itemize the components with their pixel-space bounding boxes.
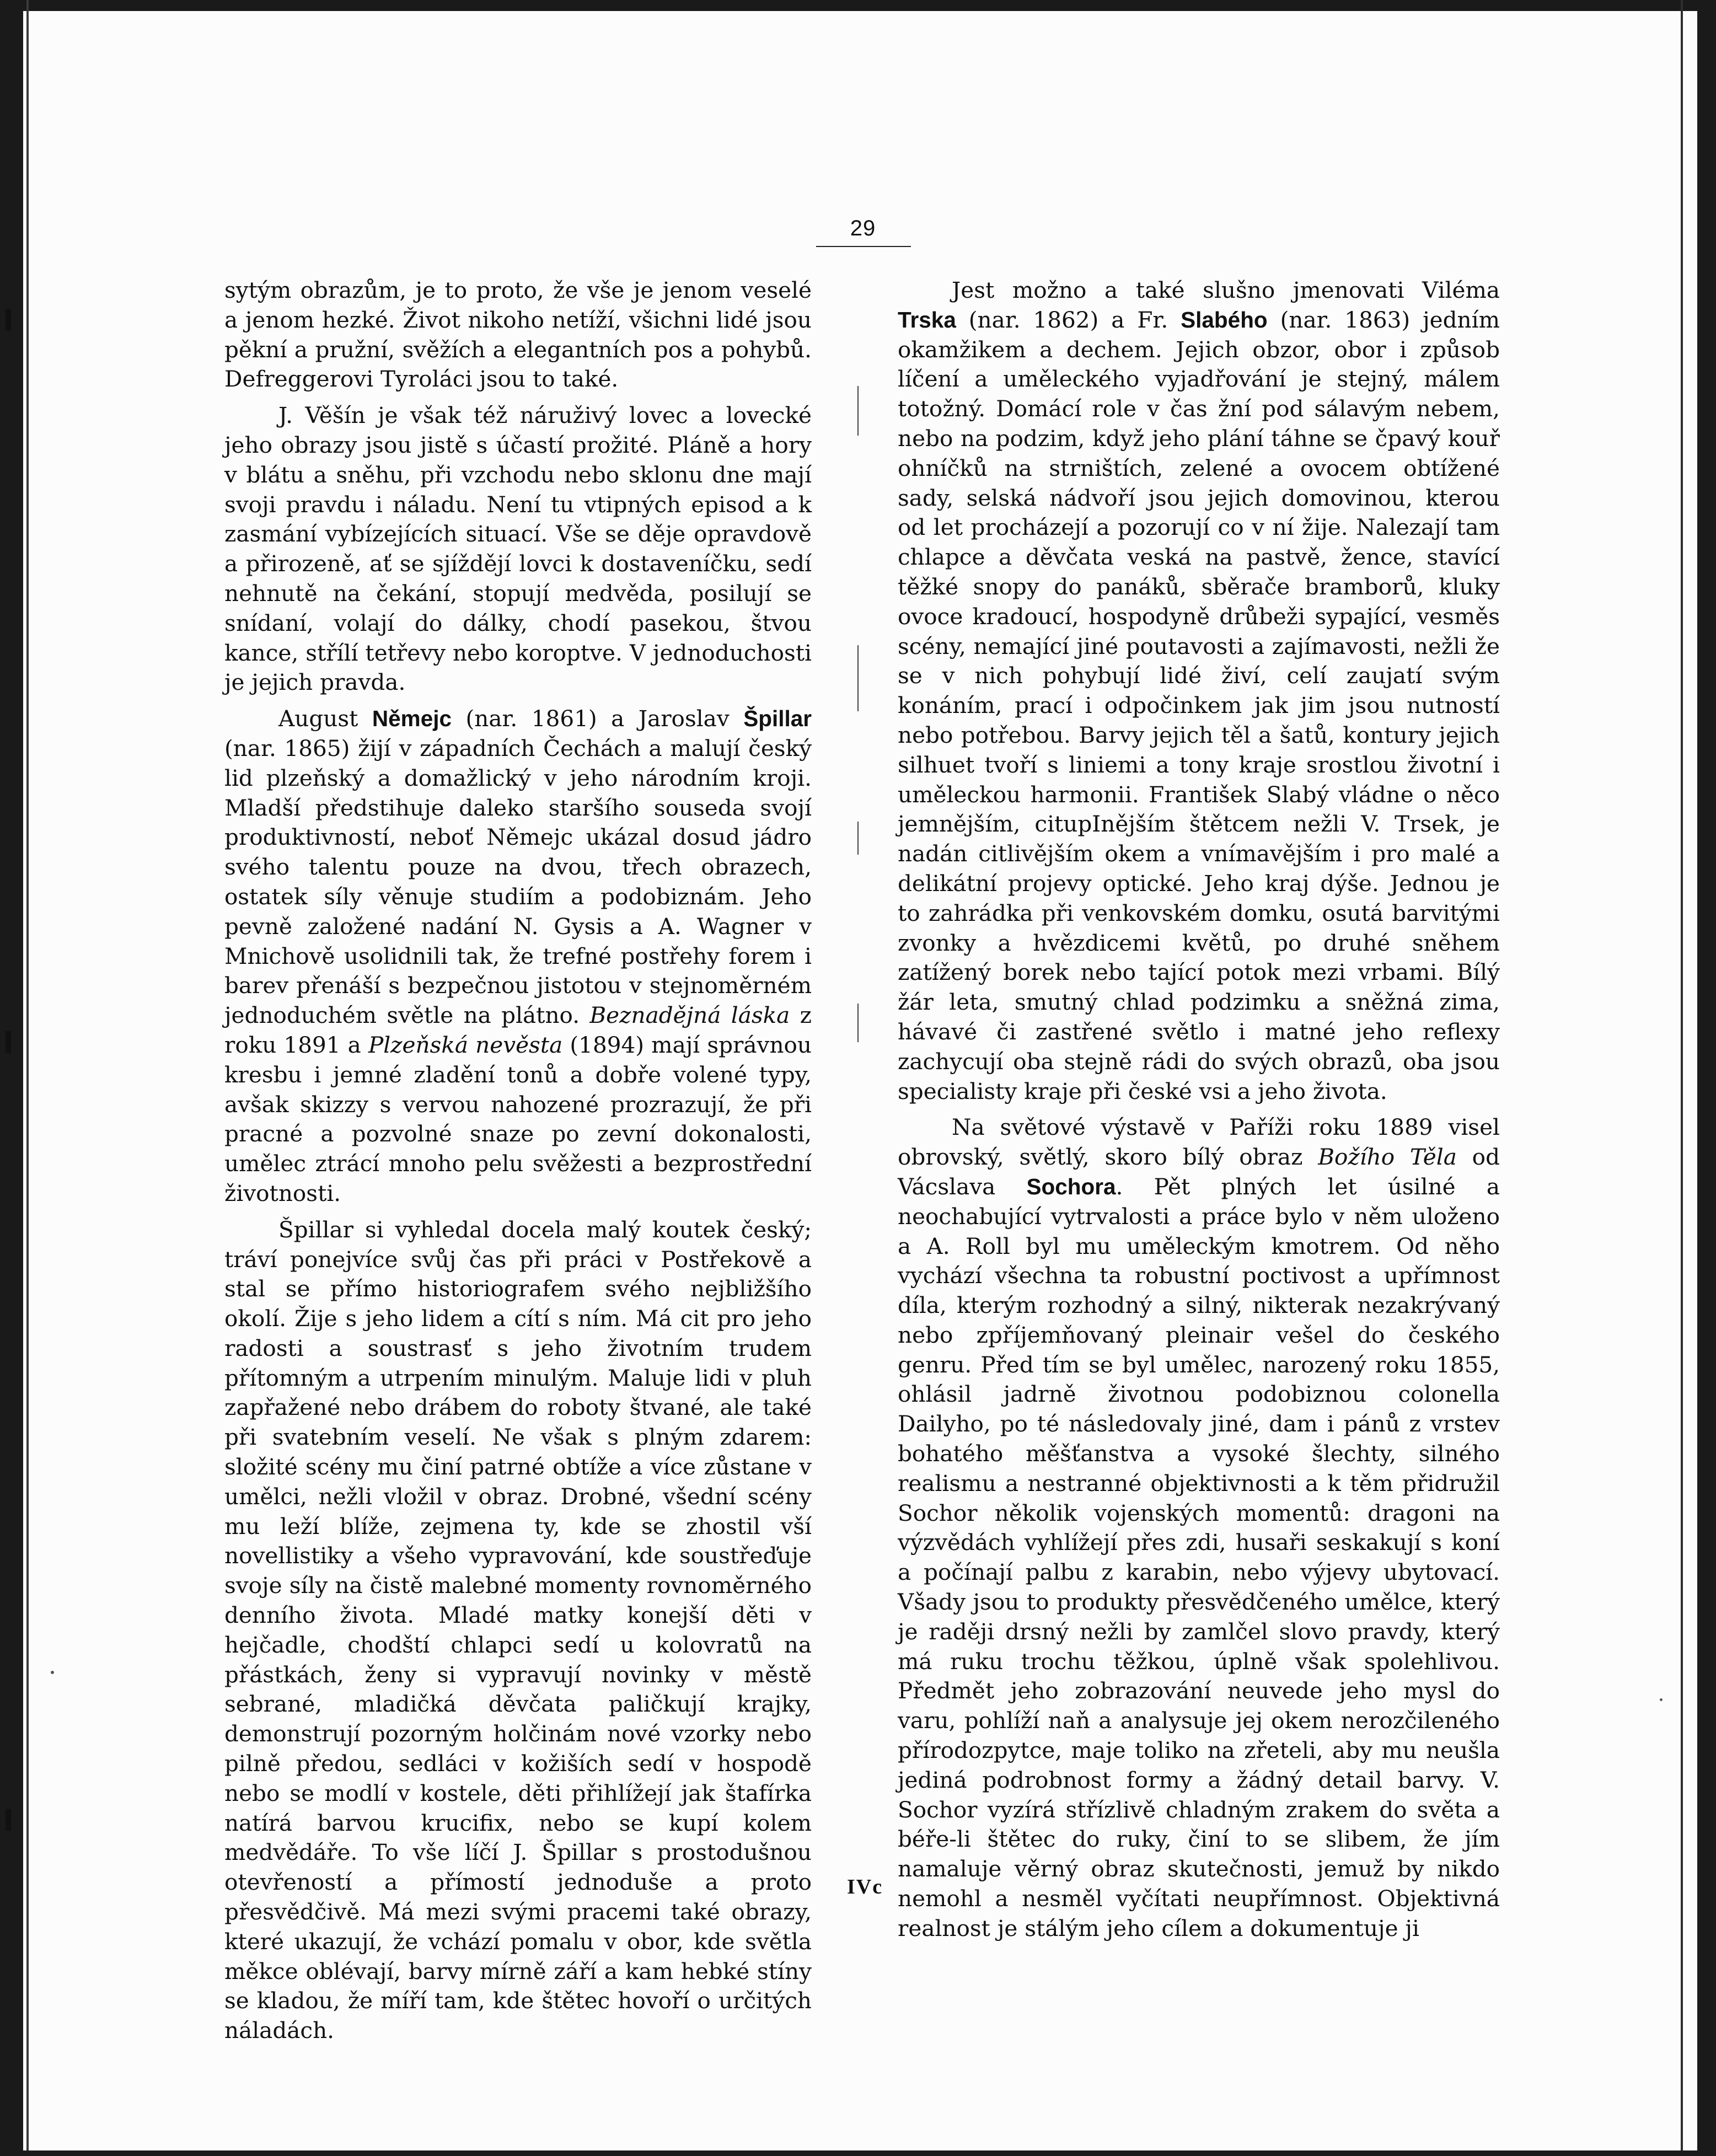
paragraph <box>224 704 812 1209</box>
text-run: Na světové výstavě v Paříži roku 1889 visel obrovský, světlý, skoro bílý obraz <box>898 1114 1500 1171</box>
text-run: od Vácslava <box>898 1144 1500 1200</box>
scan-border-left <box>0 0 23 2156</box>
text-run: (nar. 1862) a Fr. <box>956 306 1181 333</box>
scan-border-bottom <box>0 2150 1716 2156</box>
artist-name: Slabého <box>1181 307 1268 332</box>
right-text-column <box>898 276 1500 1950</box>
column-divider-mark <box>857 645 859 711</box>
paragraph <box>898 276 1500 1106</box>
artist-name: Špillar <box>743 706 812 732</box>
text-run: August <box>278 705 372 732</box>
binding-mark <box>6 1809 11 1831</box>
artwork-title: Beznadějná láska <box>589 1002 790 1029</box>
text-run: (1894) mají správnou kresbu i jemné zladění tonů a dobře volené typy, avšak skizzy s vervou nahozené prozrazují, že při pracné a pozvolné snaze po zevní dokonalosti, umělec ztrácí mnoho pelu svěžesti a bezprostřední životnosti. <box>224 1031 812 1206</box>
text-run: (nar. 1861) a Jaroslav <box>452 705 744 732</box>
paragraph: sytým obrazům, je to proto, že vše je jenom veselé a jenom hezké. Život nikoho netíží, všichni lidé jsou pěkní a pružní, svěžích a elegantních pos a pohybů. Defreggerovi Tyroláci jsou to také. <box>224 277 812 393</box>
binding-mark <box>6 1031 11 1053</box>
artwork-title: Božího Těla <box>1318 1144 1457 1171</box>
artist-name: Němejc <box>372 706 452 732</box>
binding-mark <box>6 309 11 331</box>
paragraph: Špillar si vyhledal docela malý koutek český; tráví ponejvíce svůj čas při práci v Postřekově a stal se přímo historiografem svého nejbližšího okolí. Žije s jeho lidem a cítí s ním. Má cit pro jeho radosti a soustrasť s jeho životním trudem přítomným a utrpením minulým. Maluje lidi v pluh zapřažené nebo drábem do roboty štvané, ale také při svatebním veselí. Ne však s plným zdarem: složité scény mu činí patrné obtíže a více zůstane v umělci, nežli vložil v obraz. Drobné, všední scény mu leží blíže, zejmena ty, kde se zhostil vší novellistiky a všeho vypravování, kde soustřeďuje svoje síly na čistě malebné momenty rovnoměrného denního života. Mladé matky konejší děti v hejčadle, chodští chlapci sedí u kolovratů na přástkách, ženy si vypravují novinky v městě sebrané, mladičká děvčata paličkují krajky, demonstrují pozorným holčinám nové vzorky nebo pilně předou, sedláci v kožiších sedí v hospodě nebo se modlí v kostele, děti přihlížejí jak štafírka natírá barvou krucifix, nebo se kupí kolem medvědáře. To vše líčí J. Špillar s prostodušnou otevřeností a přímostí jednoduše a proto přesvědčivě. Má mezi svými pracemi také obrazy, které ukazují, že vchází pomalu v obor, kde světla měkce oblévají, barvy mírně září a kam hebké stíny se kladou, že míří tam, kde štětec hovoří o určitých náladách. <box>224 1216 812 2044</box>
scan-border-right <box>1697 0 1716 2156</box>
paragraph: J. Věšín je však též náruživý lovec a lovecké jeho obrazy jsou jistě s účastí prožité. Pláně a hory v blátu a sněhu, při vzchodu nebo sklonu dne mají svoji pravdu i náladu. Není tu vtipných episod a k zasmání vybízejících situací. Vše se děje opravdově a přirozeně, ať se sjíždějí lovci k dostaveníčku, sedí nehnutě na čekání, stopují medvěda, posilují se snídaní, volají do dálky, chodí pasekou, štvou kance, střílí tetřevy nebo koroptve. V jednoduchosti je jejich pravda. <box>224 402 812 696</box>
column-divider-mark <box>857 822 859 855</box>
left-text-column <box>224 276 812 2052</box>
printer-signature: IVc <box>847 1875 883 1898</box>
artist-name: Sochora <box>1026 1173 1116 1199</box>
paragraph <box>898 1113 1500 1943</box>
column-divider-mark <box>857 1004 859 1042</box>
scan-border-top <box>0 0 1716 11</box>
artwork-title: Plzeňská nevěsta <box>368 1031 563 1058</box>
text-run: Jest možno a také slušno jmenovati Viléma <box>952 277 1500 303</box>
page-number-rule <box>816 246 911 247</box>
text-run: z roku 1891 a <box>224 1002 812 1058</box>
scan-speck <box>1660 1698 1663 1701</box>
page-number: 29 <box>850 216 876 240</box>
column-divider-mark <box>857 386 859 436</box>
text-run: (nar. 1863) jedním okamžikem a dechem. Jejich obzor, obor i způsob líčení a uměleckého vyjadřování je stejný, málem totožný. Domácí role v čas žní pod sálavým nebem, nebo na podzim, když jeho plání táhne se čpavý kouř ohníčků na strništích, zelené a ovocem obtížené sady, selská nádvoří jsou jejich domovinou, kterou od let procházejí a pozorují co v ní žije. Nalezají tam chlapce a děvčata veská na pastvě, žence, stavící těžké snopy do panáků, sběrače bramborů, kluky ovoce kradoucí, hospodyně drůbeži sypající, vesměs scény, nemající jiné poutavosti a zajímavosti, nežli že se v nich pohybují lidé živí, celí zaujatí svým konáním, prací i odpočinkem jak jim jsou nutností nebo potřebou. Barvy jejich těl a šatů, kontury jejich silhuet tvoří s liniemi a tony kraje srostlou životní i uměleckou harmonii. František Slabý vládne o něco jemnějším, citupInějším štětcem nežli V. Trsek, je nadán citlivějším okem a vnímavějším i pro malé a delikátní projevy optické. Jeho kraj dýše. Jednou je to zahrádka při venkovském domku, osutá barvitými zvonky a hvězdicemi květů, po druhé sněhem zatížený borek nebo tající potok mezi vrbami. Bílý žár leta, smutný chlad podzimku a sněžná zima, hávavé či zastřené světlo i matné jeho reflexy zachycují oba stejně rádi do svých obrazů, oba jsou specialisty kraje při české vsi a jeho života. <box>898 306 1500 1104</box>
text-run: . Pět plných let úsilné a neochabující vytrvalosti a práce bylo v něm uloženo a A. Roll byl mu uměleckým kmotrem. Od něho vychází všechna ta robustní poctivost a upřímnost díla, kterým rozhodný a silný, nikterak nezakrývaný nebo zpříjemňovaný pleinair vešel do českého genru. Před tím se byl umělec, narozený roku 1855, ohlásil jadrně životnou podobiznou colonella Dailyho, po té následovaly jiné, dam i pánů z vrstev bohatého měšťanstva a vysoké šlechty, silného realismu a nestranné objektivnosti a k těm přidružil Sochor několik vojenských momentů: dragoni na výzvědách vyhlížejí přes zdi, husaři seskakují s koní a počínají palbu z karabin, nebo výjevy ubytovací. Všady jsou to produkty přesvědčeného umělce, který je raději drsný nežli by zamlčel slovo pravdy, který má ruku trochu těžkou, úplně však spolehlivou. Předmět jeho zobrazování neuvede jeho mysl do varu, pohlíží naň a analysuje jej okem nerozčileného přírodozpytce, maje toliko na zřeteli, aby mu neušla jediná podrobnost formy a žádný detail barvy. V. Sochor vyzírá střízlivě chladným zrakem do světa a béře-li štětec do ruky, činí to se slibem, že jím namaluje věrný obraz skutečnosti, jemuž by nikdo nemohl a nesměl vyčítati neupřímnost. Objektivná realnost je stálým jeho cílem a dokumentuje ji <box>898 1173 1500 1942</box>
scan-speck <box>51 1671 54 1674</box>
artist-name: Trska <box>898 307 956 332</box>
text-run: (nar. 1865) žijí v západních Čechách a malují český lid plzeňský a domažlický v jeho národním kroji. Mladší předstihuje daleko staršího souseda svojí produktivností, neboť Němejc ukázal dosud jádro svého talentu pouze na dvou, třech obrazech, ostatek síly věnuje studiím a podobiznám. Jeho pevně založené nadání N. Gysis a A. Wagner v Mnichově usolidnili tak, že trefné postřehy forem i barev přenáší s bezpečnou jistotou v stejnoměrném jednoduchém světle na plátno. <box>224 734 812 1029</box>
